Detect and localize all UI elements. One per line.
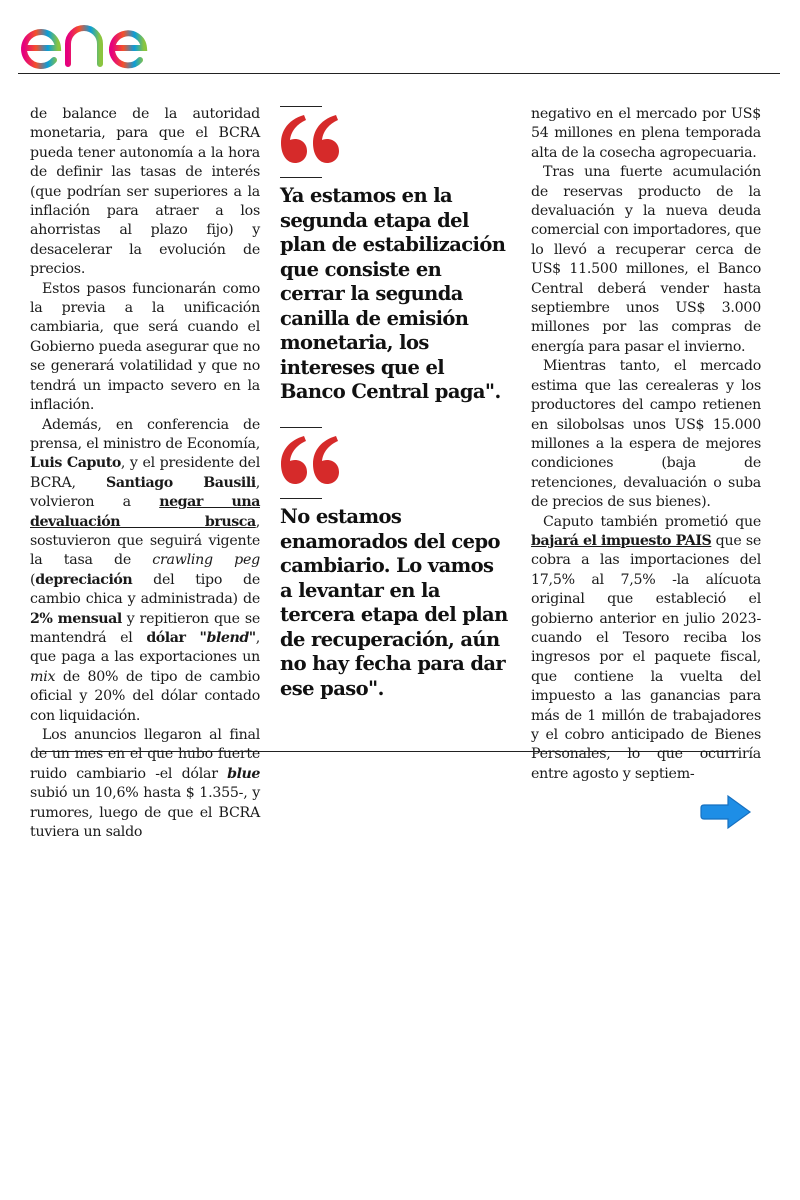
paragraph: Estos pasos funcionarán como la previa a la unificación cambiaria, que será cuando el Gobierno pueda asegurar que no se generará volatilidad y que no tendrá un impacto severo en la inflación. bbox=[30, 280, 260, 414]
term-depreciacion: depreciación bbox=[35, 571, 133, 588]
paragraph: Los anuncios llegaron al final de un mes en el que hubo fuerte ruido cambiario -el dólar blue subió un 10,6% hasta $ 1.355-, y rumores, luego de que el BCRA tuviera un saldo bbox=[30, 727, 260, 841]
name-santiago-bausili: Santiago Bausili bbox=[106, 474, 256, 491]
paragraph: negativo en el mercado por US$ 54 millones en plena temporada alta de la cosecha agropecuaria. bbox=[531, 106, 761, 161]
quote-mark-icon bbox=[280, 432, 340, 486]
term-mix: mix bbox=[30, 668, 56, 685]
pull-quote-1 bbox=[280, 106, 510, 405]
quote-rule bbox=[280, 427, 322, 428]
term-crawling-peg: crawling peg bbox=[152, 552, 260, 569]
arrow-right-icon[interactable] bbox=[700, 794, 752, 830]
term-blend: blend bbox=[206, 629, 249, 646]
quote-rule bbox=[280, 177, 322, 178]
paragraph: Tras una fuerte acumulación de reservas producto de la devaluación y la nueva deuda comercial con importadores, que lo llevó a recuperar cerca de US$ 11.500 millones, el Banco Central deberá vender hasta septiembre unos US$ 3.000 millones por las compras de energía para pasar el invierno. bbox=[531, 164, 761, 355]
term-dolar: dólar " bbox=[146, 629, 207, 646]
enel-logo bbox=[16, 6, 182, 70]
highlight-devaluacion: negar una devaluación brusca bbox=[30, 494, 260, 530]
paragraph: de balance de la autoridad monetaria, para que el BCRA pueda tener autonomía a la hora de definir las tasas de interés (que podrían ser superiores a la inflación para atraer a los ahorristas al plazo fijo) y desacelerar la evolución de precios. bbox=[30, 106, 260, 278]
footer-divider bbox=[38, 751, 736, 752]
header-divider bbox=[18, 73, 780, 74]
term-2-mensual: 2% mensual bbox=[30, 610, 122, 627]
article-column-left bbox=[30, 105, 260, 842]
article-column-right bbox=[531, 105, 761, 784]
paragraph: Además, en conferencia de prensa, el ministro de Economía, Luis Caputo, y el presidente del BCRA, Santiago Bausili, volvieron a negar una devaluación brusca, sostuvieron que seguirá vigente la tasa de crawling peg (depreciación del tipo de cambio chica y administrada) de 2% mensual y repitieron que se mantendrá el dólar "blend", que paga a las exportaciones un mix de 80% de tipo de cambio oficial y 20% del dólar contado con liquidación. bbox=[30, 416, 261, 724]
quote-rule bbox=[280, 106, 322, 107]
quote-text: Ya estamos en la segunda etapa del plan de estabilización que consiste en cerrar la segunda canilla de emisión monetaria, los intereses que el Banco Central paga". bbox=[280, 184, 506, 403]
quote-rule bbox=[280, 498, 322, 499]
highlight-impuesto-pais: bajará el impuesto PAIS bbox=[531, 532, 712, 549]
pull-quote-2 bbox=[280, 427, 510, 701]
name-luis-caputo: Luis Caputo bbox=[30, 455, 121, 472]
term-blue: blue bbox=[227, 765, 260, 782]
quote-mark-icon bbox=[280, 111, 340, 165]
quote-text: No estamos enamorados del cepo cambiario. Lo vamos a levantar en la tercera etapa del plan de recuperación, aún no hay fecha para dar ese paso". bbox=[280, 505, 508, 700]
paragraph: Caputo también prometió que bajará el impuesto PAIS que se cobra a las importaciones del 17,5% al 7,5% -la alícuota original que estableció el gobierno anterior en julio 2023- cuando el Tesoro reciba los ingresos por el paquete fiscal, que contiene la vuelta del impuesto a las ganancias para más de 1 millón de trabajadores y el cobro anticipado de Bienes Personales, lo que ocurriría entre agosto y septiem- bbox=[531, 513, 762, 782]
paragraph: Mientras tanto, el mercado estima que las cerealeras y los productores del campo retienen en silobolsas unos US$ 15.000 millones a la espera de mejores condiciones (baja de retenciones, devaluación o suba de precios de sus bienes). bbox=[531, 358, 761, 511]
